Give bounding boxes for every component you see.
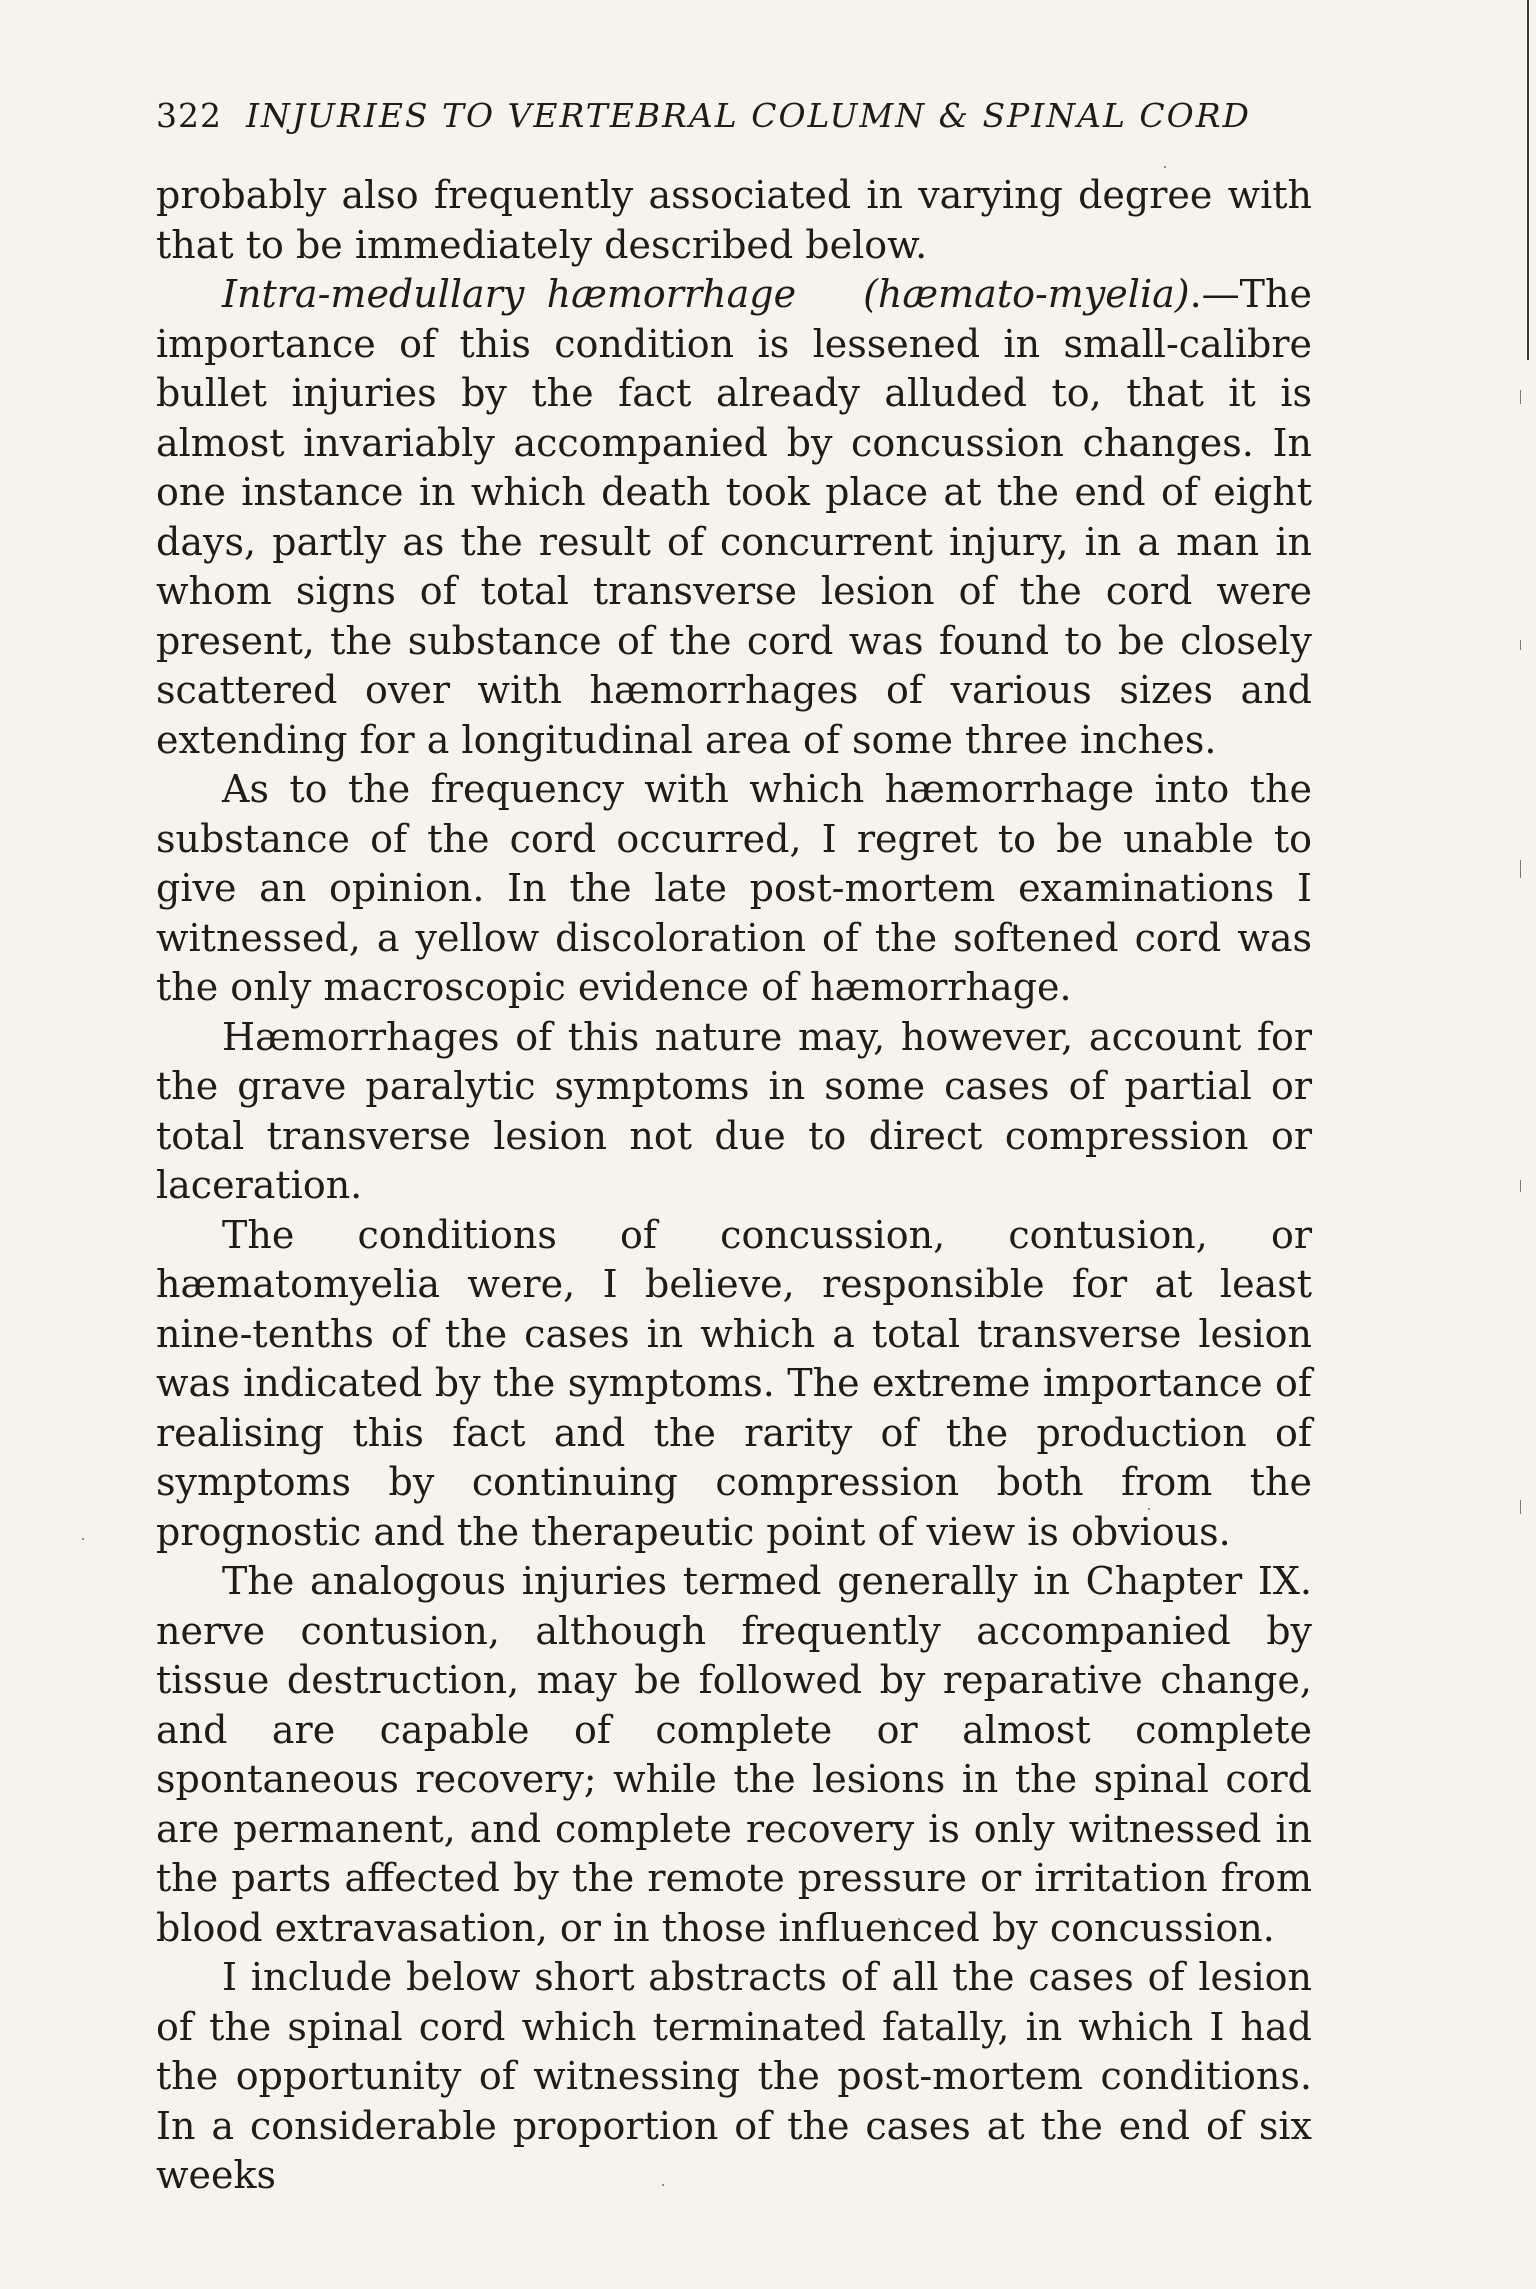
- edge-mark: [1520, 1500, 1521, 1514]
- running-head: [156, 96, 1312, 135]
- edge-mark: [1520, 390, 1521, 404]
- paragraph-analogous-injuries: The analogous injuries termed generally in Chapter IX. nerve contusion, although frequently accompanied by tissue destruction, may be followed by reparative change, and are capable of complete or almost complete spontaneous recovery; while the lesions in the spinal cord are permanent, and complete recovery is only witnessed in the parts affected by the remote pressure or irritation from blood extravasation, or in those influenced by concussion.: [156, 1559, 1312, 1950]
- section-heading: Intra-medullary hæmorrhage: [222, 272, 797, 316]
- book-page: [156, 96, 1312, 2201]
- running-head-title: INJURIES TO VERTEBRAL COLUMN & SPINAL CORD: [246, 96, 1252, 135]
- paragraph-continuation: probably also frequently associated in varying degree with that to be immediately described below.: [156, 173, 1312, 267]
- paper-speck: [82, 1538, 84, 1540]
- section-heading-parenthetical: (hæmato-myelia): [863, 272, 1190, 316]
- page-number: 322: [156, 96, 222, 135]
- paragraph-conditions: The conditions of concussion, contusion, or hæmatomyelia were, I believe, responsible for at least nine-tenths of the cases in which a total transverse lesion was indicated by the symptoms. The extreme importance of realising this fact and the rarity of the production of symptoms by continuing compression both from the prognostic and the therapeutic point of view is obvious.: [156, 1212, 1312, 1554]
- edge-mark: [1520, 640, 1521, 650]
- edge-mark: [1520, 860, 1521, 878]
- paragraph-frequency: As to the frequency with which hæmorrhage into the substance of the cord occurred, I regret to be unable to give an opinion. In the late post-mortem examinations I witnessed, a yellow discoloration of the softened cord was the only macroscopic evidence of hæmorrhage.: [156, 767, 1312, 1009]
- page-edge-rule: [1527, 0, 1529, 360]
- body-text: [156, 171, 1312, 2201]
- paragraph-abstracts: I include below short abstracts of all the cases of lesion of the spinal cord which terminated fatally, in which I had the opportunity of witnessing the post-mortem conditions. In a considerable proportion of the cases at the end of six weeks: [156, 1955, 1312, 2197]
- paragraph-text: .—The importance of this condition is lessened in small-calibre bullet injuries by the fact already alluded to, that it is almost invariably accompanied by concussion changes. In one instance in which death took place at the end of eight days, partly as the result of concurrent injury, in a man in whom signs of total transverse lesion of the cord were present, the substance of the cord was found to be closely scattered over with hæmorrhages of various sizes and extending for a longitudinal area of some three inches.: [156, 272, 1312, 762]
- edge-mark: [1520, 1180, 1521, 1192]
- paragraph-haemorrhages-nature: Hæmorrhages of this nature may, however, account for the grave paralytic symptoms in some cases of partial or total transverse lesion not due to direct compression or laceration.: [156, 1014, 1312, 1207]
- paragraph-intra-medullary-haemorrhage: [156, 270, 1312, 765]
